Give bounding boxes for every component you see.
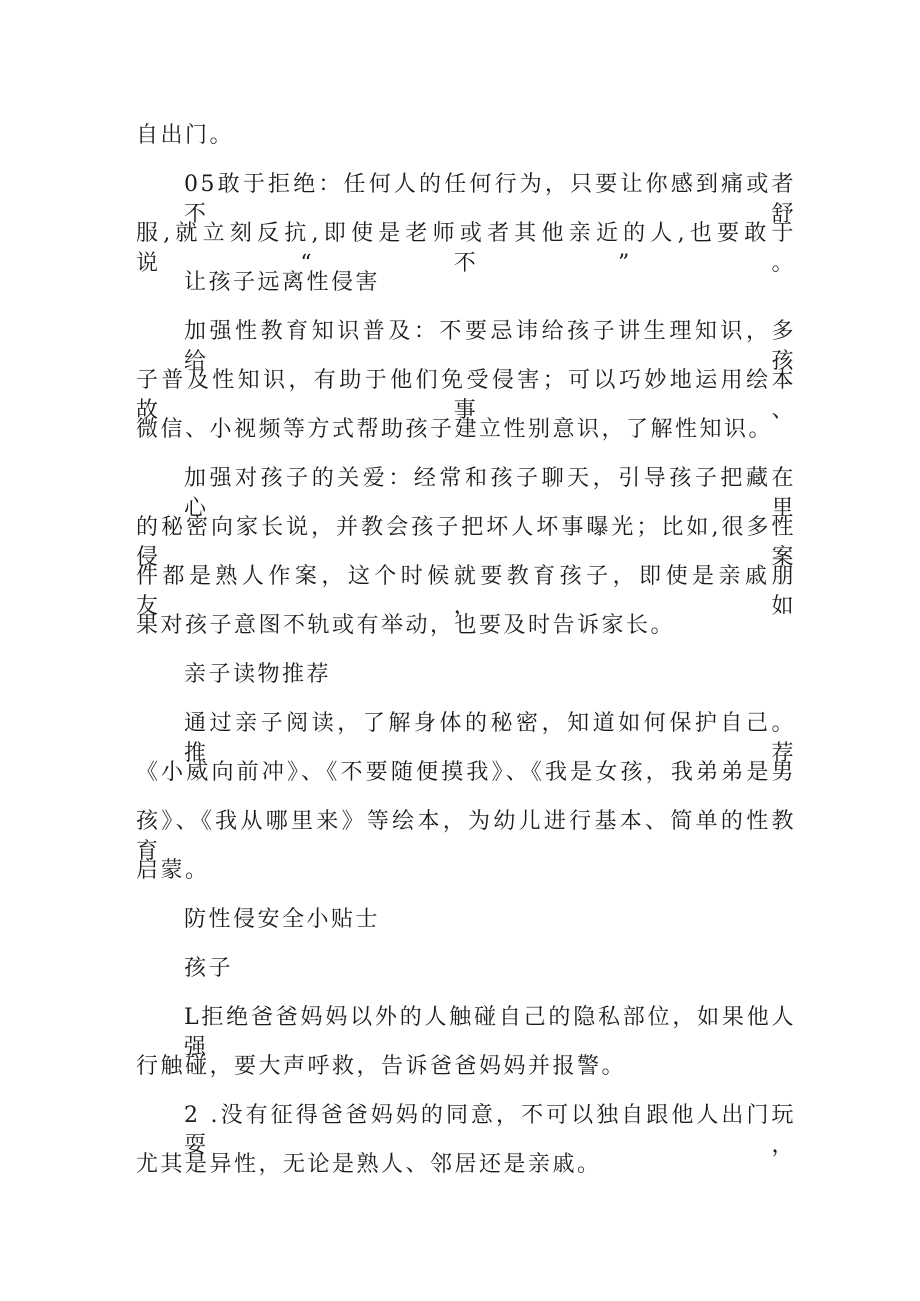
paragraph-reading-line-3: 孩》、《我从哪里来》等绘本，为幼儿进行基本、简单的性教育 xyxy=(136,809,796,864)
paragraph-care-line-2: 的秘密向家长说，并教会孩子把坏人坏事曝光；比如,很多性侵案 xyxy=(136,515,796,570)
tip-05-line-2: 服,就立刻反抗,即使是老师或者其他亲近的人,也要敢于说“不”。 xyxy=(136,221,796,276)
section-heading-prevent-abuse: 让孩子远离性侵害 xyxy=(184,270,381,295)
tip-2-line-2: 尤其是异性，无论是熟人、邻居还是亲戚。 xyxy=(136,1152,602,1177)
text-line-continuation: 自出门。 xyxy=(136,123,235,148)
paragraph-sex-education-line-2: 子普及性知识，有助于他们免受侵害；可以巧妙地运用绘本故事、 xyxy=(136,368,796,423)
tip-1-line-2: 行触碰，要大声呼救，告诉爸爸妈妈并报警。 xyxy=(136,1054,627,1079)
tip-05-line-1: 05敢于拒绝：任何人的任何行为，只要让你感到痛或者不舒 xyxy=(184,172,796,227)
paragraph-care-line-1: 加强对孩子的关爱：经常和孩子聊天，引导孩子把藏在心里 xyxy=(184,466,796,521)
paragraph-reading-line-4: 启蒙。 xyxy=(136,858,210,883)
paragraph-reading-line-2: 《小威向前冲》、《不要随便摸我》、《我是女孩，我弟弟是男 xyxy=(136,760,796,785)
paragraph-sex-education-line-1: 加强性教育知识普及：不要忌讳给孩子讲生理知识，多给孩 xyxy=(184,319,796,374)
tip-1-line-1: L拒绝爸爸妈妈以外的人触碰自己的隐私部位，如果他人强 xyxy=(184,1005,796,1060)
tip-2-line-1: 2 .没有征得爸爸妈妈的同意，不可以独自跟他人出门玩耍， xyxy=(184,1103,796,1158)
paragraph-care-line-4: 果对孩子意图不轨或有举动，也要及时告诉家长。 xyxy=(136,613,676,638)
paragraph-reading-line-1: 通过亲子阅读，了解身体的秘密，知道如何保护自己。推荐 xyxy=(184,711,796,766)
section-heading-safety-tips: 防性侵安全小贴士 xyxy=(184,907,381,932)
paragraph-sex-education-line-3: 微信、小视频等方式帮助孩子建立性别意识，了解性知识。 xyxy=(136,417,774,442)
paragraph-care-line-3: 件都是熟人作案，这个时候就要教育孩子，即使是亲戚朋友，如 xyxy=(136,564,796,619)
section-heading-reading: 亲子读物推荐 xyxy=(184,662,332,687)
subheading-child: 孩子 xyxy=(184,956,234,981)
